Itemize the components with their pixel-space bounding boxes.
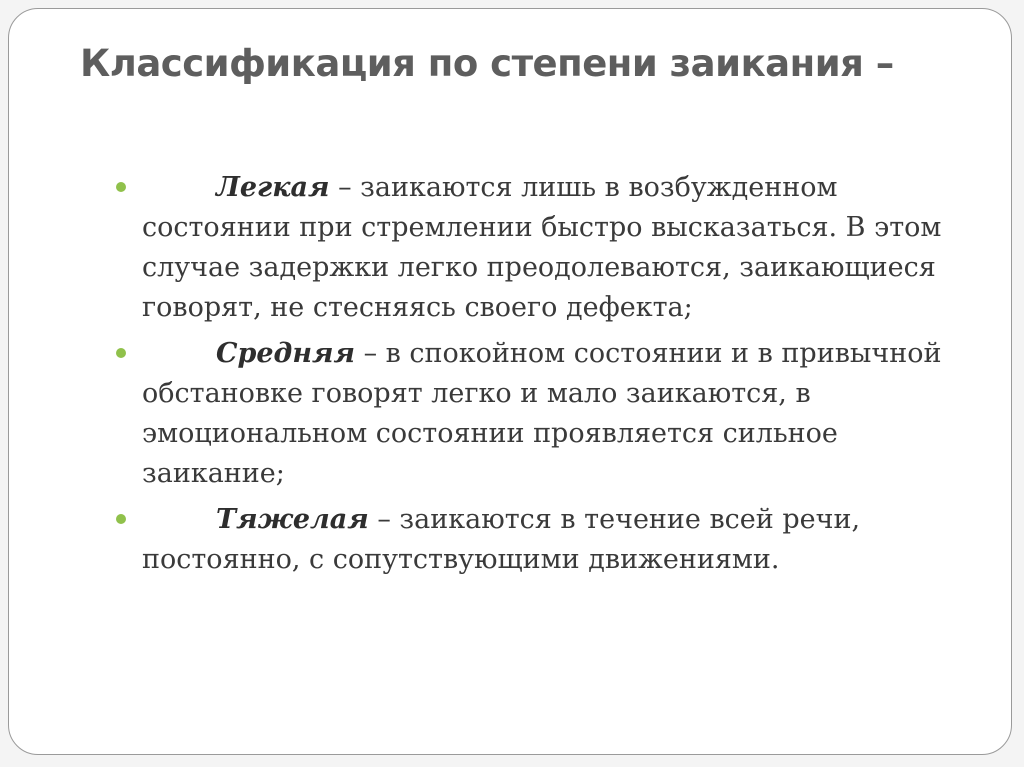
bullet-dot-icon: [116, 514, 126, 524]
bullet-term: Легкая: [216, 172, 330, 203]
bullet-dot-icon: [116, 182, 126, 192]
bullet-description: – заикаются лишь в возбужденном состоянии при стремлении быстро высказаться. В этом случае задержки легко преодолеваются, заикающиеся говорят, не стесняясь своего дефекта;: [142, 172, 942, 323]
bullet-dot-icon: [116, 348, 126, 358]
bullet-description: – в спокойном состоянии и в привычной обстановке говорят легко и мало заикаются, в эмоциональном состоянии проявляется сильное заикание;: [142, 338, 942, 489]
bullet-text: [142, 168, 980, 328]
bullet-list: [110, 168, 980, 586]
bullet-item-severe: [110, 500, 980, 580]
bullet-item-light: [110, 168, 980, 328]
bullet-term: Средняя: [216, 338, 355, 369]
slide-title: Классификация по степени заикания –: [80, 42, 894, 85]
bullet-text: [142, 500, 980, 580]
bullet-text: [142, 334, 980, 494]
bullet-item-medium: [110, 334, 980, 494]
bullet-description: – заикаются в течение всей речи, постоянно, с сопутствующими движениями.: [142, 504, 861, 575]
bullet-term: Тяжелая: [216, 504, 369, 535]
